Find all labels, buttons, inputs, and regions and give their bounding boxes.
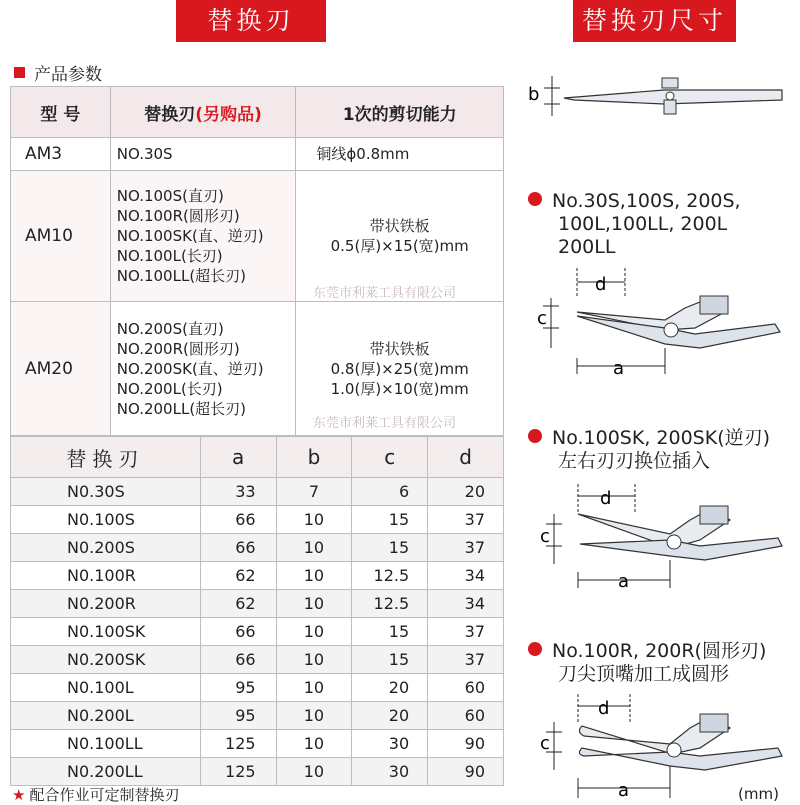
dim-cell-a: 66 xyxy=(200,646,276,674)
dim-cell-b: 10 xyxy=(276,674,352,702)
dim-cell-c: 12.5 xyxy=(352,562,428,590)
dim-cell-blade: N0.30S xyxy=(11,478,201,506)
dim-table-row xyxy=(11,674,504,702)
dim-cell-d: 90 xyxy=(428,758,504,786)
watermark: 东莞市利莱工具有限公司 xyxy=(313,416,457,431)
dim-cell-d: 37 xyxy=(428,506,504,534)
dim-cell-c: 20 xyxy=(352,674,428,702)
dim-cell-c: 30 xyxy=(352,730,428,758)
dim-cell-blade: N0.200L xyxy=(11,702,201,730)
blade-cell: NO.30S xyxy=(110,138,296,171)
label-b: b xyxy=(528,84,540,105)
dim-cell-a: 62 xyxy=(200,590,276,618)
dim-table-row xyxy=(11,730,504,758)
label-d: d xyxy=(600,488,612,509)
dim-cell-c: 12.5 xyxy=(352,590,428,618)
header-blade: 替换刃(另购品) xyxy=(110,87,296,138)
dim-cell-b: 10 xyxy=(276,562,352,590)
label-c: c xyxy=(540,526,550,547)
dim-cell-d: 34 xyxy=(428,562,504,590)
model-cell: AM3 xyxy=(11,138,111,171)
label-d: d xyxy=(598,698,610,719)
dim-cell-blade: N0.200S xyxy=(11,534,201,562)
dim-cell-a: 125 xyxy=(200,730,276,758)
header-capacity: 1次的剪切能力 xyxy=(296,87,504,138)
model-cell: AM20 xyxy=(11,302,111,436)
dim-cell-a: 66 xyxy=(200,534,276,562)
dim-cell-b: 10 xyxy=(276,590,352,618)
dim-table-row xyxy=(11,562,504,590)
label-d: d xyxy=(595,274,607,295)
dim-cell-c: 15 xyxy=(352,506,428,534)
dim-cell-c: 20 xyxy=(352,702,428,730)
section-label-text: 产品参数 xyxy=(34,65,102,85)
dim-header-a: a xyxy=(200,437,276,478)
dim-cell-d: 60 xyxy=(428,702,504,730)
dim-table-row xyxy=(11,702,504,730)
dim-header-blade: 替换刃 xyxy=(11,437,201,478)
dim-cell-b: 10 xyxy=(276,506,352,534)
dim-cell-b: 10 xyxy=(276,646,352,674)
dim-table-row xyxy=(11,478,504,506)
dim-cell-d: 60 xyxy=(428,674,504,702)
footnote: ★ 配合作业可定制替换刃 xyxy=(12,786,180,804)
label-a: a xyxy=(613,358,625,379)
dim-table-row xyxy=(11,506,504,534)
watermark: 东莞市利莱工具有限公司 xyxy=(313,286,457,301)
unit-label: (mm) xyxy=(738,785,779,803)
dim-cell-d: 37 xyxy=(428,646,504,674)
dim-cell-a: 95 xyxy=(200,702,276,730)
dim-cell-a: 66 xyxy=(200,506,276,534)
dim-cell-a: 125 xyxy=(200,758,276,786)
spec-table xyxy=(10,86,504,436)
dim-cell-a: 95 xyxy=(200,674,276,702)
capacity-cell: 铜线ϕ0.8mm xyxy=(296,138,504,171)
red-dot-icon xyxy=(528,192,542,206)
square-bullet-icon xyxy=(14,67,25,78)
dim-cell-b: 10 xyxy=(276,758,352,786)
dim-cell-blade: N0.100LL xyxy=(11,730,201,758)
dim-table-row xyxy=(11,590,504,618)
label-a: a xyxy=(618,780,630,801)
label-c: c xyxy=(540,733,550,754)
dim-table-row xyxy=(11,758,504,786)
dim-cell-d: 37 xyxy=(428,618,504,646)
dim-cell-c: 6 xyxy=(352,478,428,506)
dim-table-row xyxy=(11,618,504,646)
dim-cell-blade: N0.100SK xyxy=(11,618,201,646)
dim-cell-b: 10 xyxy=(276,534,352,562)
dim-header-d: d xyxy=(428,437,504,478)
dim-cell-b: 10 xyxy=(276,730,352,758)
bullet-reverse-blades: No.100SK, 200SK(逆刃) 左右刃刃换位插入 xyxy=(528,427,770,473)
dim-table-row xyxy=(11,534,504,562)
dim-table-row xyxy=(11,646,504,674)
dim-cell-c: 30 xyxy=(352,758,428,786)
blade-cell: NO.200S(直刃) NO.200R(圆形刃) NO.200SK(直、逆刃) NO.200L(长刃) NO.200LL(超长刃) xyxy=(110,302,296,436)
star-icon: ★ xyxy=(12,786,26,804)
dim-cell-blade: N0.200SK xyxy=(11,646,201,674)
dim-cell-b: 7 xyxy=(276,478,352,506)
dim-cell-d: 20 xyxy=(428,478,504,506)
dim-cell-d: 90 xyxy=(428,730,504,758)
scissor-diagram-reverse xyxy=(540,484,785,594)
capacity-cell: 带状铁板 0.5(厚)×15(宽)mm xyxy=(296,171,504,302)
dim-cell-b: 10 xyxy=(276,618,352,646)
dim-cell-blade: N0.200LL xyxy=(11,758,201,786)
banner-left: 替换刃 xyxy=(176,0,326,42)
label-a: a xyxy=(618,571,630,592)
label-c: c xyxy=(537,308,547,329)
dim-cell-blade: N0.100R xyxy=(11,562,201,590)
dim-cell-d: 34 xyxy=(428,590,504,618)
dim-cell-blade: N0.100S xyxy=(11,506,201,534)
header-model: 型 号 xyxy=(11,87,111,138)
dim-cell-blade: N0.200R xyxy=(11,590,201,618)
dim-cell-d: 37 xyxy=(428,534,504,562)
dim-cell-a: 66 xyxy=(200,618,276,646)
scissor-diagram-straight xyxy=(535,268,785,380)
bullet-straight-blades: No.30S,100S, 200S, 100L,100LL, 200L 200LL xyxy=(528,190,741,259)
banner-right: 替换刃尺寸 xyxy=(573,0,736,42)
dim-cell-a: 62 xyxy=(200,562,276,590)
model-cell: AM10 xyxy=(11,171,111,302)
red-dot-icon xyxy=(528,642,542,656)
dim-cell-c: 15 xyxy=(352,618,428,646)
dim-cell-a: 33 xyxy=(200,478,276,506)
red-dot-icon xyxy=(528,429,542,443)
dim-cell-blade: N0.100L xyxy=(11,674,201,702)
dim-header-b: b xyxy=(276,437,352,478)
blade-side-diagram xyxy=(524,70,786,120)
dim-cell-c: 15 xyxy=(352,646,428,674)
dim-cell-b: 10 xyxy=(276,702,352,730)
dimension-table xyxy=(10,436,504,786)
capacity-cell: 带状铁板 0.8(厚)×25(宽)mm 1.0(厚)×10(宽)mm xyxy=(296,302,504,436)
blade-cell: NO.100S(直刃) NO.100R(圆形刃) NO.100SK(直、逆刃) NO.100L(长刃) NO.100LL(超长刃) xyxy=(110,171,296,302)
dim-cell-c: 15 xyxy=(352,534,428,562)
section-label xyxy=(14,60,102,85)
bullet-round-blades: No.100R, 200R(圆形刃) 刀尖顶嘴加工成圆形 xyxy=(528,640,766,686)
dim-header-c: c xyxy=(352,437,428,478)
